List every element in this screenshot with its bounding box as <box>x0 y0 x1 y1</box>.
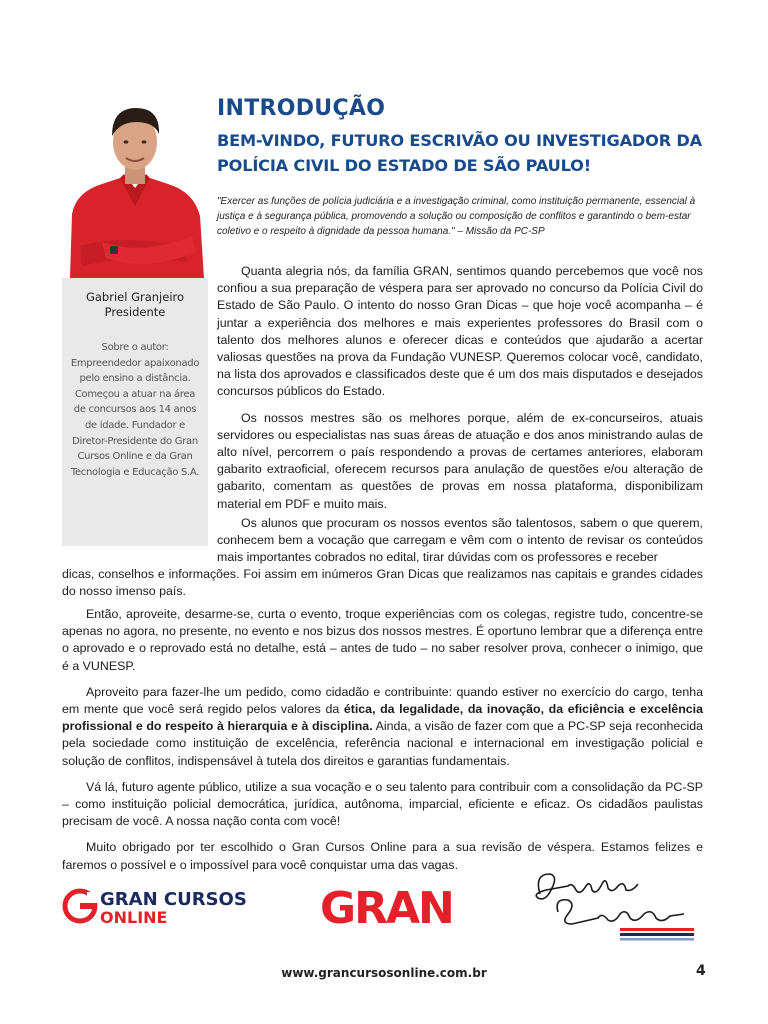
author-signature <box>528 868 698 951</box>
svg-text:GRAN: GRAN <box>320 883 453 929</box>
author-bio-box <box>62 278 208 546</box>
paragraph-2: Os nossos mestres são os melhores porque, além de ex-concurseiros, atuais servidores ou especialistas nas suas áreas de atuação e dos anos ministrando aulas de alto nível, percorrem o país respondendo a provas de certames anteriores, elaboram gabarito extraoficial, oferecem recursos para anulação de questões e/ou alteração de gabarito, comentam as questões de provas em nossa plataforma, disponibilizam material em PDF e muito mais. <box>217 410 703 511</box>
page-number: 4 <box>696 963 706 979</box>
author-photo <box>62 96 208 278</box>
paragraph-3-rest <box>62 566 703 600</box>
mission-quote-source: – Missão da PC-SP <box>454 226 545 237</box>
gran-logo <box>320 883 460 934</box>
paragraph-5 <box>62 684 703 770</box>
paragraph-6: Vá lá, futuro agente público, utilize a sua vocação e o seu talento para contribuir com a consolidação da PC-SP – como instituição policial democrática, jurídica, autônoma, imparcial, eficiente e eficaz. Os cidadãos paulistas precisam de você. A nossa nação conta com você! <box>62 779 703 829</box>
author-name: Gabriel Granjeiro <box>85 290 185 304</box>
paragraph-4: Então, aproveite, desarme-se, curta o evento, troque experiências com os colegas, registre tudo, concentre-se apenas no agora, no presente, no evento e nos bizus dos nossos mestres. É oportuno lembrar que a diferença entre o aprovado e o reprovado está no detalhe, está – antes de tudo – no saber resolver prova, conhecer o inimigo, que é a VUNESP. <box>62 607 703 673</box>
mission-quote <box>217 194 702 239</box>
paragraph-1: Quanta alegria nós, da família GRAN, sentimos quando percebemos que você nos confiou a sua preparação de véspera para ser aprovado no concurso da Polícia Civil do Estado de São Paulo. O intento do nosso Gran Dicas – que hoje você acompanha – é juntar a experiência dos melhores e mais experientes professores do Brasil com o talento dos melhores alunos e oferecer dicas e conteúdos que ajudarão a acertar valiosas questões na prova da Fundação VUNESP. Queremos colocar você, candidato, na lista dos aprovados e classificados deste que é um dos mais disputados e desejados concursos públicos do Estado. <box>217 264 703 399</box>
paragraph-3b: dicas, conselhos e informações. Foi assim em inúmeros Gran Dicas que realizamos nas capitais e grandes cidades do nosso imenso país. <box>62 567 703 599</box>
svg-text:ONLINE: ONLINE <box>100 908 168 926</box>
paragraph-5-post: Ainda, a visão de fazer com que a PC-SP seja reconhecida pela sociedade como instituição de excelência, referência nacional e internacional em investigação policial e solução de conflitos, indispensável à tutela dos direitos e garantias fundamentais. <box>62 719 703 768</box>
page-subtitle: BEM-VINDO, FUTURO ESCRIVÃO OU INVESTIGADOR DA POLÍCIA CIVIL DO ESTADO DE SÃO PAULO! <box>217 131 702 175</box>
body-column-narrow <box>217 263 703 522</box>
gran-cursos-logo <box>62 886 262 931</box>
paragraph-7: Muito obrigado por ter escolhido o Gran Cursos Online para a sua revisão de véspera. Estamos felizes e faremos o possível e o impossível para você conquistar uma das vagas. <box>62 840 703 872</box>
body-column-wide <box>62 606 703 883</box>
page-title: INTRODUÇÃO <box>217 96 386 121</box>
paragraph-3-lead <box>217 515 703 567</box>
author-role: Presidente <box>104 305 166 319</box>
svg-text:GRAN CURSOS: GRAN CURSOS <box>100 889 247 910</box>
paragraph-5-bold: ética, da legalidade, da inovação, da eficiência e excelência profissional e do respeito à hierarquia e à disciplina. <box>62 702 703 734</box>
mission-quote-text: "Exercer as funções de polícia judiciária e a investigação criminal, como instituição permanente, essencial à justiça e à segurança pública, promovendo a solução ou composição de conflitos e garantindo o bem-estar coletivo e o respeito à dignidade da pessoa humana." <box>217 196 696 237</box>
paragraph-5-pre: Aproveito para fazer-lhe um pedido, como cidadão e contribuinte: quando estiver no exercício do cargo, tenha em mente que você será regido pelos valores da <box>62 684 703 717</box>
footer-url[interactable]: www.grancursosonline.com.br <box>281 966 487 980</box>
paragraph-3a: Os alunos que procuram os nossos eventos são talentosos, sabem o que querem, conhecem bem a vocação que carregam e vêm com o intento de revisar os conteúdos mais importantes cobrados no edital, tirar dúvidas com os professores e receber <box>217 516 703 565</box>
author-bio: Sobre o autor: Empreendedor apaixonado pelo ensino a distância. Começou a atuar na área de concursos aos 14 anos de idade. Fundador e Diretor-Presidente do Gran Cursos Online e da Gran Tecnologia e Educação S.A. <box>70 342 200 478</box>
